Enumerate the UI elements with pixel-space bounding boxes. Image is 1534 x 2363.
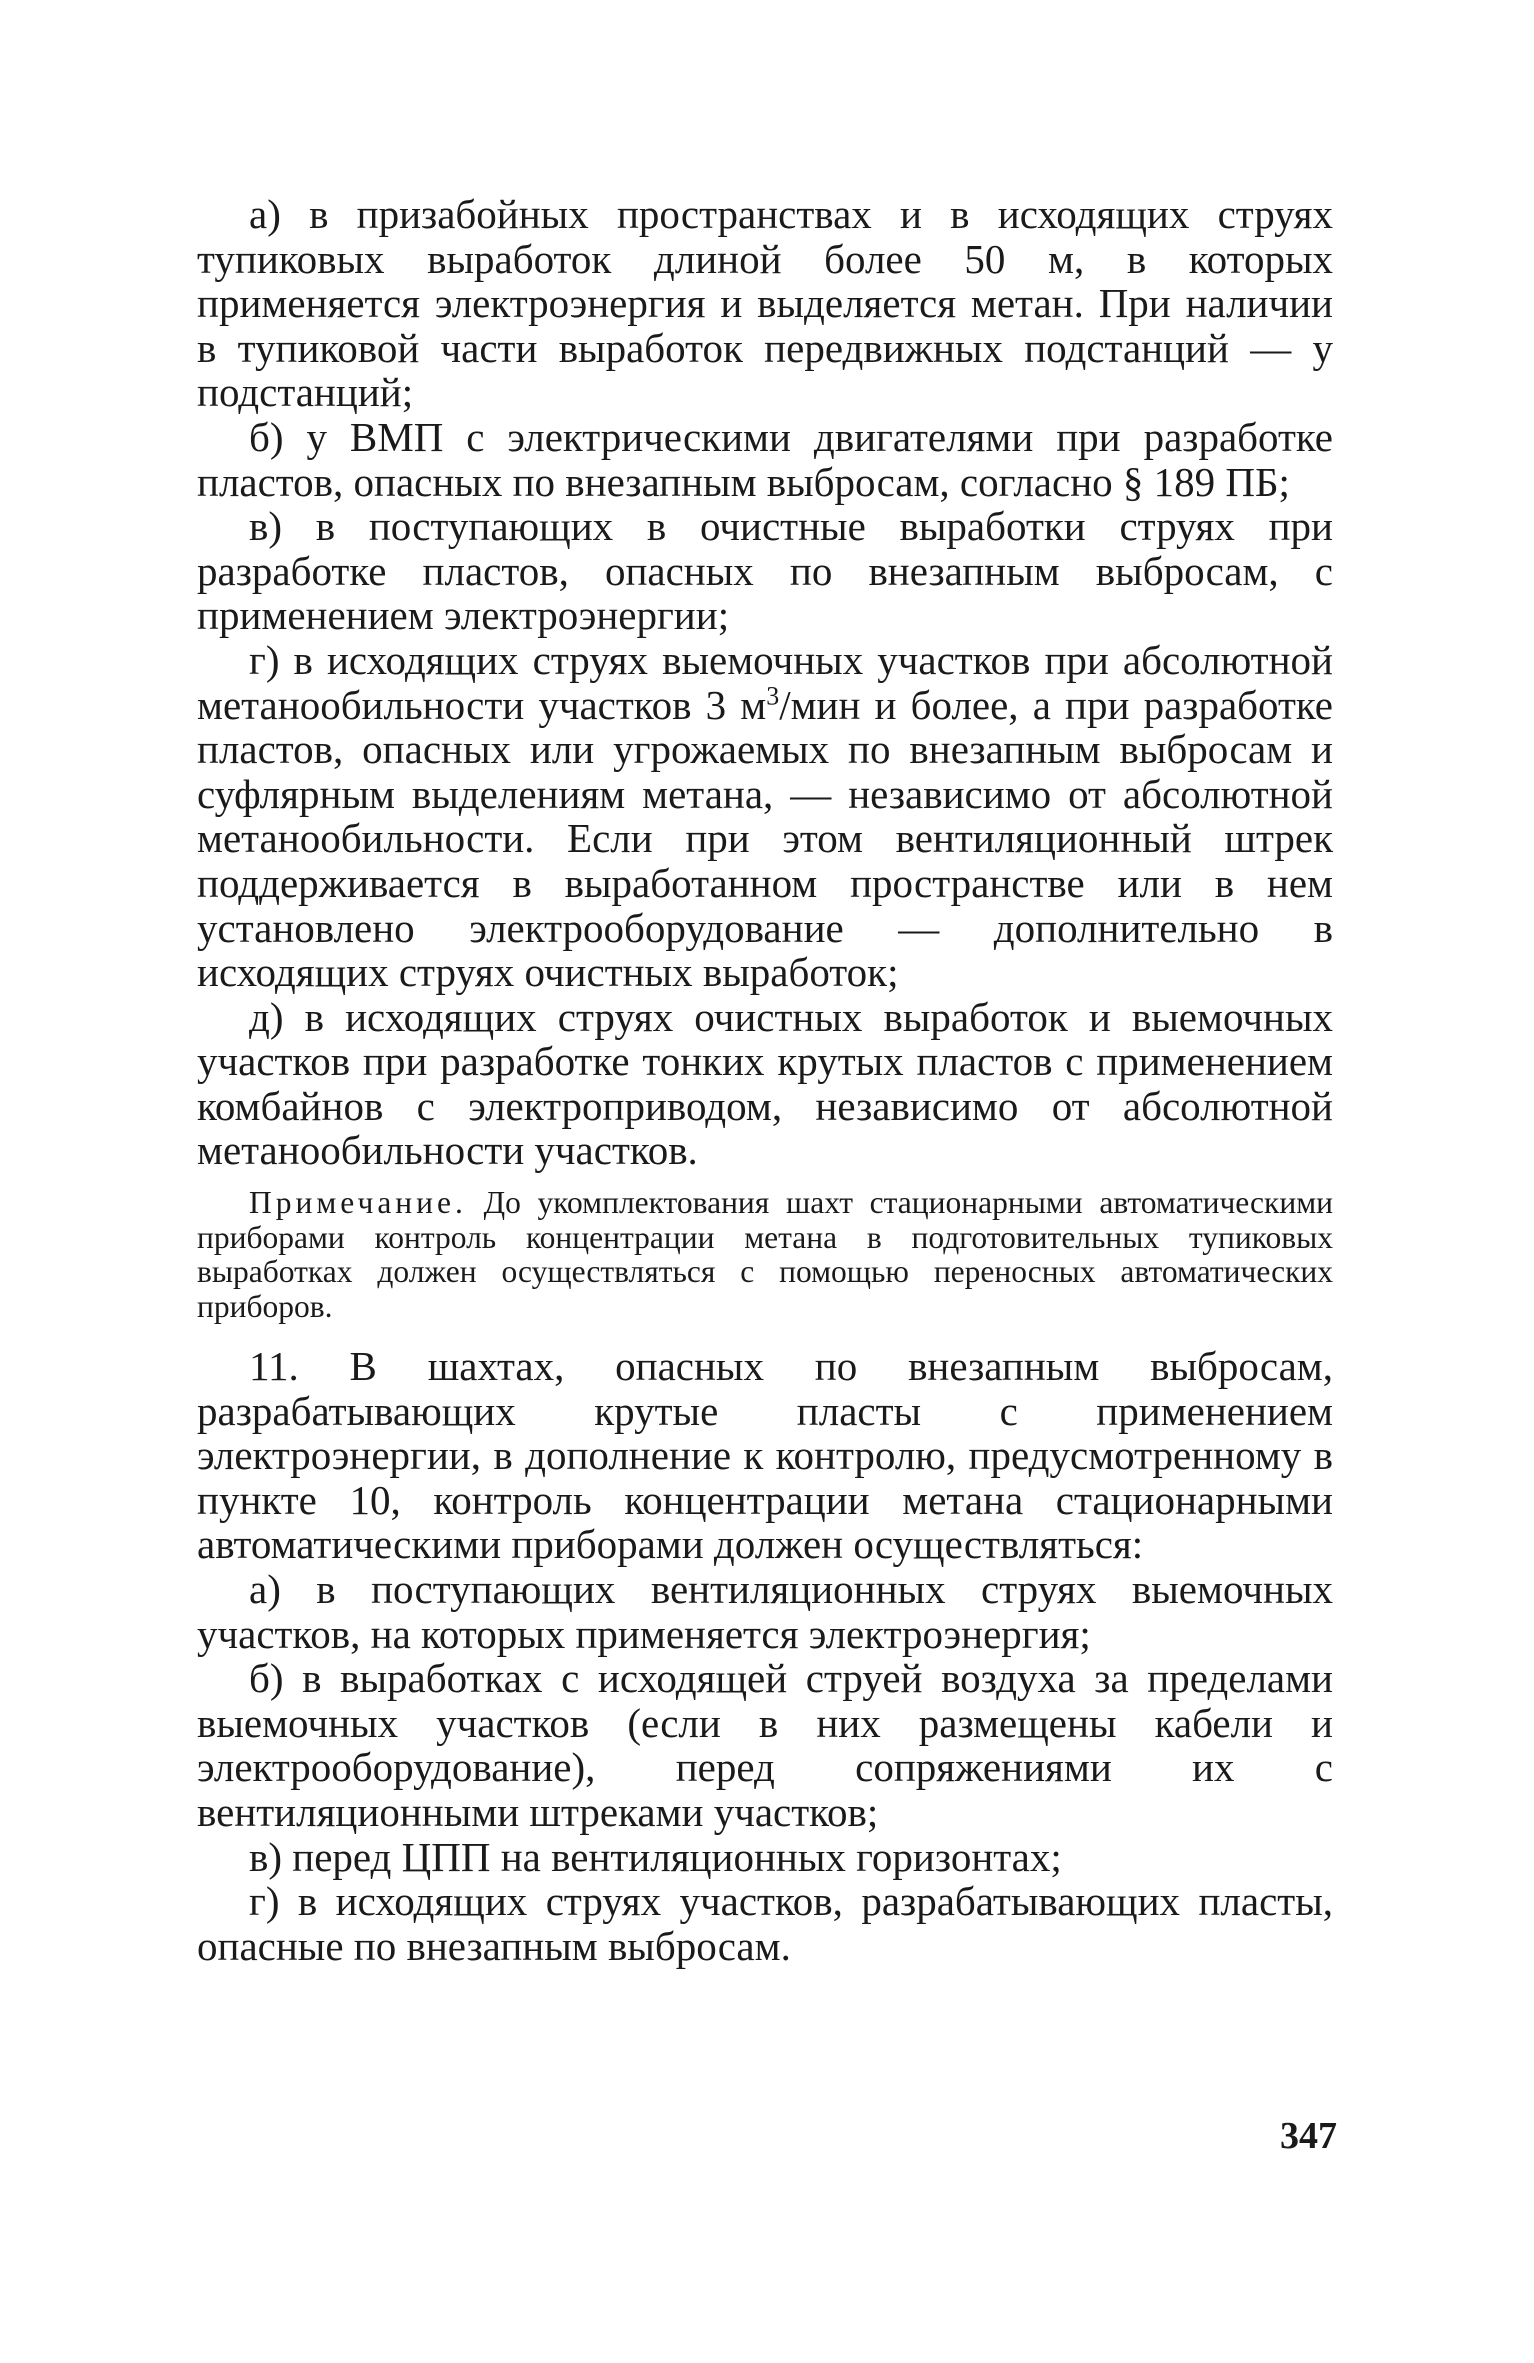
paragraph-11: 11. В шахтах, опасных по внезапным выбросам, разрабатывающих крутые пласты с применением электроэнергии, в дополнение к контролю, предусмотренному в пункте 10, контроль концентрации метана стационарными автоматическими приборами должен осуществляться:	[197, 1343, 1333, 1568]
paragraph-11-v: в) перед ЦПП на вентиляционных горизонтах;	[249, 1833, 1062, 1880]
paragraph-item-a: а) в призабойных пространствах и в исходящих струях тупиковых выработок длиной более 50 м, в которых применяется электроэнергия и выделяется метан. При наличии в тупиковой части выработок передвижных подстанций — у подстанций;	[197, 191, 1333, 416]
paragraph-item-d: д) в исходящих струях очистных выработок и выемочных участков при разработке тонких крутых пластов с применением комбайнов с электроприводом, независимо от абсолютной метанообильности участков.	[197, 993, 1333, 1174]
superscript-3: 3	[766, 680, 780, 710]
note-text: До укомплектования шахт стационарными автоматическими приборами контроль концентрации метана в подготовительных тупиковых выработках должен осуществляться с помощью переносных автоматических приборов.	[197, 1185, 1333, 1324]
paragraph-11-g: г) в исходящих струях участков, разрабатывающих пласты, опасные по внезапным выбросам.	[197, 1878, 1333, 1969]
paragraph-item-v: в) в поступающих в очистные выработки струях при разработке пластов, опасных по внезапным выбросам, с применением электроэнергии;	[197, 503, 1333, 639]
paragraph-item-b: б) у ВМП с электрическими двигателями при разработке пластов, опасных по внезапным выбросам, согласно § 189 ПБ;	[197, 413, 1333, 505]
page-number: 347	[1280, 2115, 1337, 2157]
paragraph-11-b: б) в выработках с исходящей струей воздуха за пределами выемочных участков (если в них размещены кабели и электрооборудование), перед сопряжениями их с вентиляционными штреками участков;	[197, 1655, 1333, 1835]
item-g-text-start: г) в исходящих струях выемочных участков при абсолютной метанообильности участков 3 м	[197, 636, 1333, 728]
text-body	[197, 192, 1333, 1968]
item-g-text-end: /мин и более, а при разработке пластов, опасных или угрожаемых по внезапным выбросам и суфлярным выделениям метана, — независимо от абсолютной метанообильности. Если при этом вентиляционный штрек поддерживается в выработанном пространстве или в нем установлено электрооборудование — дополнительно в исходящих струях очистных выработок;	[197, 681, 1333, 996]
note-label: Примечание.	[249, 1185, 467, 1221]
note-paragraph	[197, 1186, 1333, 1324]
paragraph-11-a: а) в поступающих вентиляционных струях выемочных участков, на которых применяется электроэнергия;	[197, 1566, 1333, 1657]
paragraph-item-g	[197, 638, 1333, 995]
